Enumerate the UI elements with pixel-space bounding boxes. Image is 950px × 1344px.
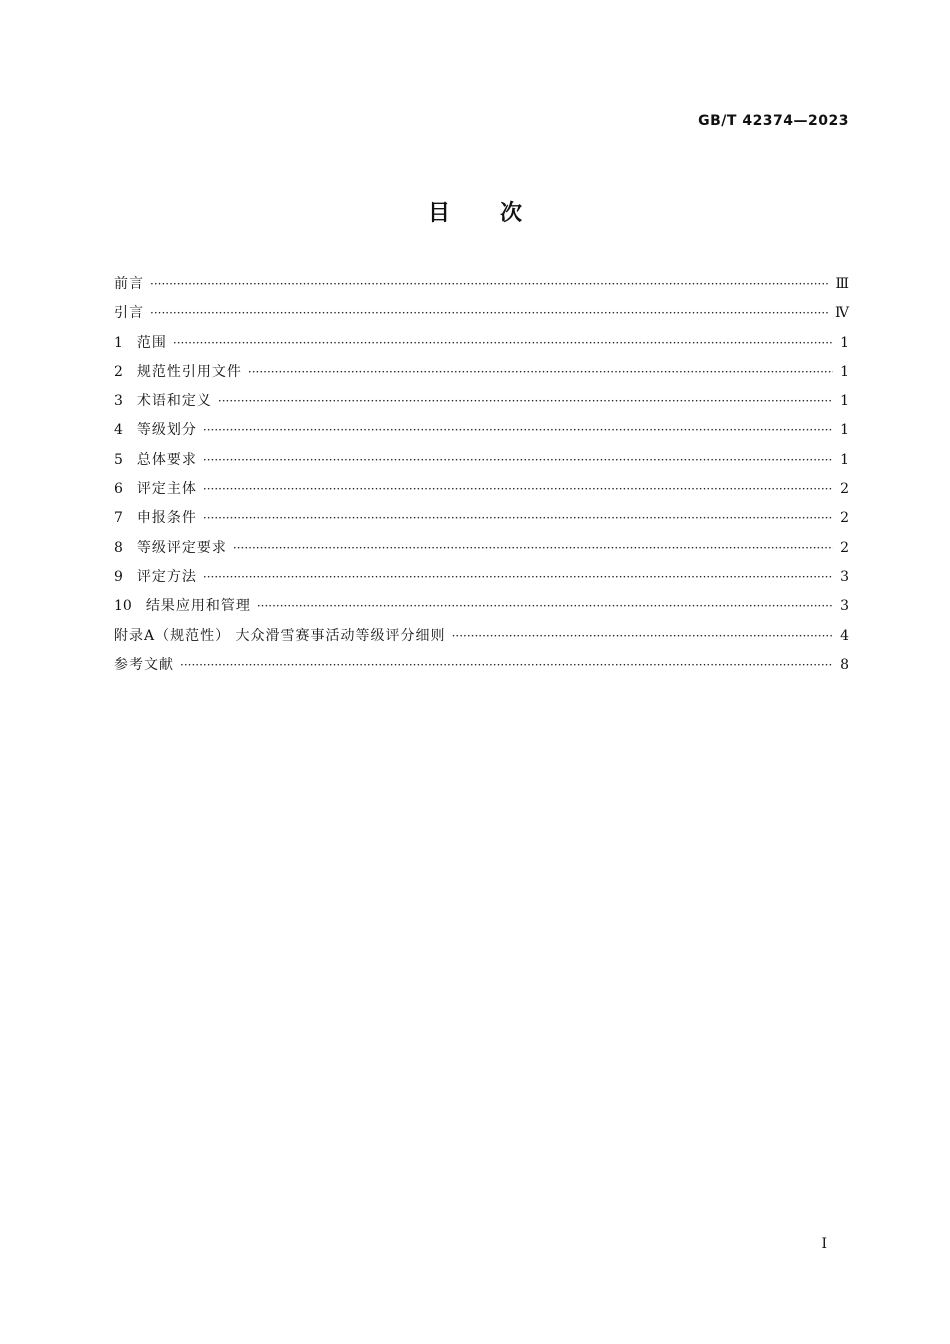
toc-page-number: 1 — [840, 422, 849, 439]
toc-item-10[interactable] — [114, 592, 849, 621]
toc-label: 评定主体 — [136, 481, 197, 498]
toc-page-number: 4 — [840, 627, 849, 644]
toc-label: 引言 — [114, 305, 144, 322]
toc-page-number: 1 — [840, 334, 849, 351]
toc-label: 等级划分 — [136, 422, 197, 439]
toc-leader-dots — [203, 563, 833, 592]
toc-item-3[interactable] — [114, 387, 849, 416]
table-of-contents — [114, 270, 849, 680]
toc-leader-dots — [233, 534, 833, 563]
toc-page-number: 1 — [840, 363, 849, 380]
toc-label: 等级评定要求 — [136, 539, 227, 556]
toc-page-number: Ⅳ — [835, 305, 849, 322]
toc-page-number: Ⅲ — [835, 276, 849, 292]
toc-label: 范围 — [136, 334, 167, 351]
toc-leader-dots — [452, 622, 833, 651]
toc-leader-dots — [203, 475, 833, 504]
toc-number: 9 — [114, 568, 123, 585]
toc-page-number: 2 — [840, 510, 849, 527]
toc-item-bibliography[interactable] — [114, 651, 849, 680]
toc-item-2[interactable] — [114, 358, 849, 387]
toc-item-foreword[interactable] — [114, 270, 849, 299]
toc-leader-dots — [203, 504, 833, 533]
toc-label: 规范性引用文件 — [136, 363, 242, 380]
toc-label: 结果应用和管理 — [145, 598, 251, 615]
toc-label: 参考文献 — [114, 656, 174, 673]
page-title: 目次 — [427, 201, 572, 226]
toc-item-8[interactable] — [114, 534, 849, 563]
toc-page-number: 3 — [840, 568, 849, 585]
toc-leader-dots — [173, 329, 833, 358]
toc-leader-dots — [257, 592, 833, 621]
toc-item-5[interactable] — [114, 446, 849, 475]
toc-leader-dots — [180, 651, 833, 680]
toc-number: 7 — [114, 510, 123, 527]
toc-number: 8 — [114, 539, 123, 556]
toc-leader-dots — [203, 416, 833, 445]
toc-page-number: 2 — [840, 539, 849, 556]
toc-leader-dots — [248, 358, 833, 387]
toc-item-introduction[interactable] — [114, 299, 849, 328]
toc-item-6[interactable] — [114, 475, 849, 504]
toc-page-number: 1 — [840, 451, 849, 468]
toc-item-7[interactable] — [114, 504, 849, 533]
toc-leader-dots — [218, 387, 833, 416]
toc-number: 3 — [114, 393, 123, 410]
toc-page-number: 3 — [840, 598, 849, 615]
toc-label: 总体要求 — [136, 451, 197, 468]
toc-number: 5 — [114, 451, 123, 468]
toc-number: 2 — [114, 363, 123, 380]
standard-code: GB/T 42374—2023 — [698, 113, 849, 129]
toc-number: 6 — [114, 481, 123, 498]
toc-page-number: 8 — [840, 656, 849, 673]
toc-item-4[interactable] — [114, 416, 849, 445]
toc-label: 申报条件 — [136, 510, 197, 527]
toc-item-9[interactable] — [114, 563, 849, 592]
toc-label: 术语和定义 — [136, 393, 212, 410]
toc-page-number: 1 — [840, 393, 849, 410]
toc-page-number: 2 — [840, 481, 849, 498]
toc-number: 10 — [114, 598, 132, 615]
toc-number: 4 — [114, 422, 123, 439]
toc-label: 评定方法 — [136, 568, 197, 585]
toc-number: 1 — [114, 334, 123, 351]
page-folio: Ⅰ — [821, 1236, 827, 1252]
toc-leader-dots — [150, 299, 829, 328]
toc-label: 前言 — [114, 276, 144, 292]
toc-item-annex-a[interactable] — [114, 622, 849, 651]
toc-item-1[interactable] — [114, 329, 849, 358]
toc-label: 附录A（规范性） 大众滑雪赛事活动等级评分细则 — [114, 627, 446, 644]
toc-leader-dots — [150, 270, 829, 299]
toc-leader-dots — [203, 446, 833, 475]
